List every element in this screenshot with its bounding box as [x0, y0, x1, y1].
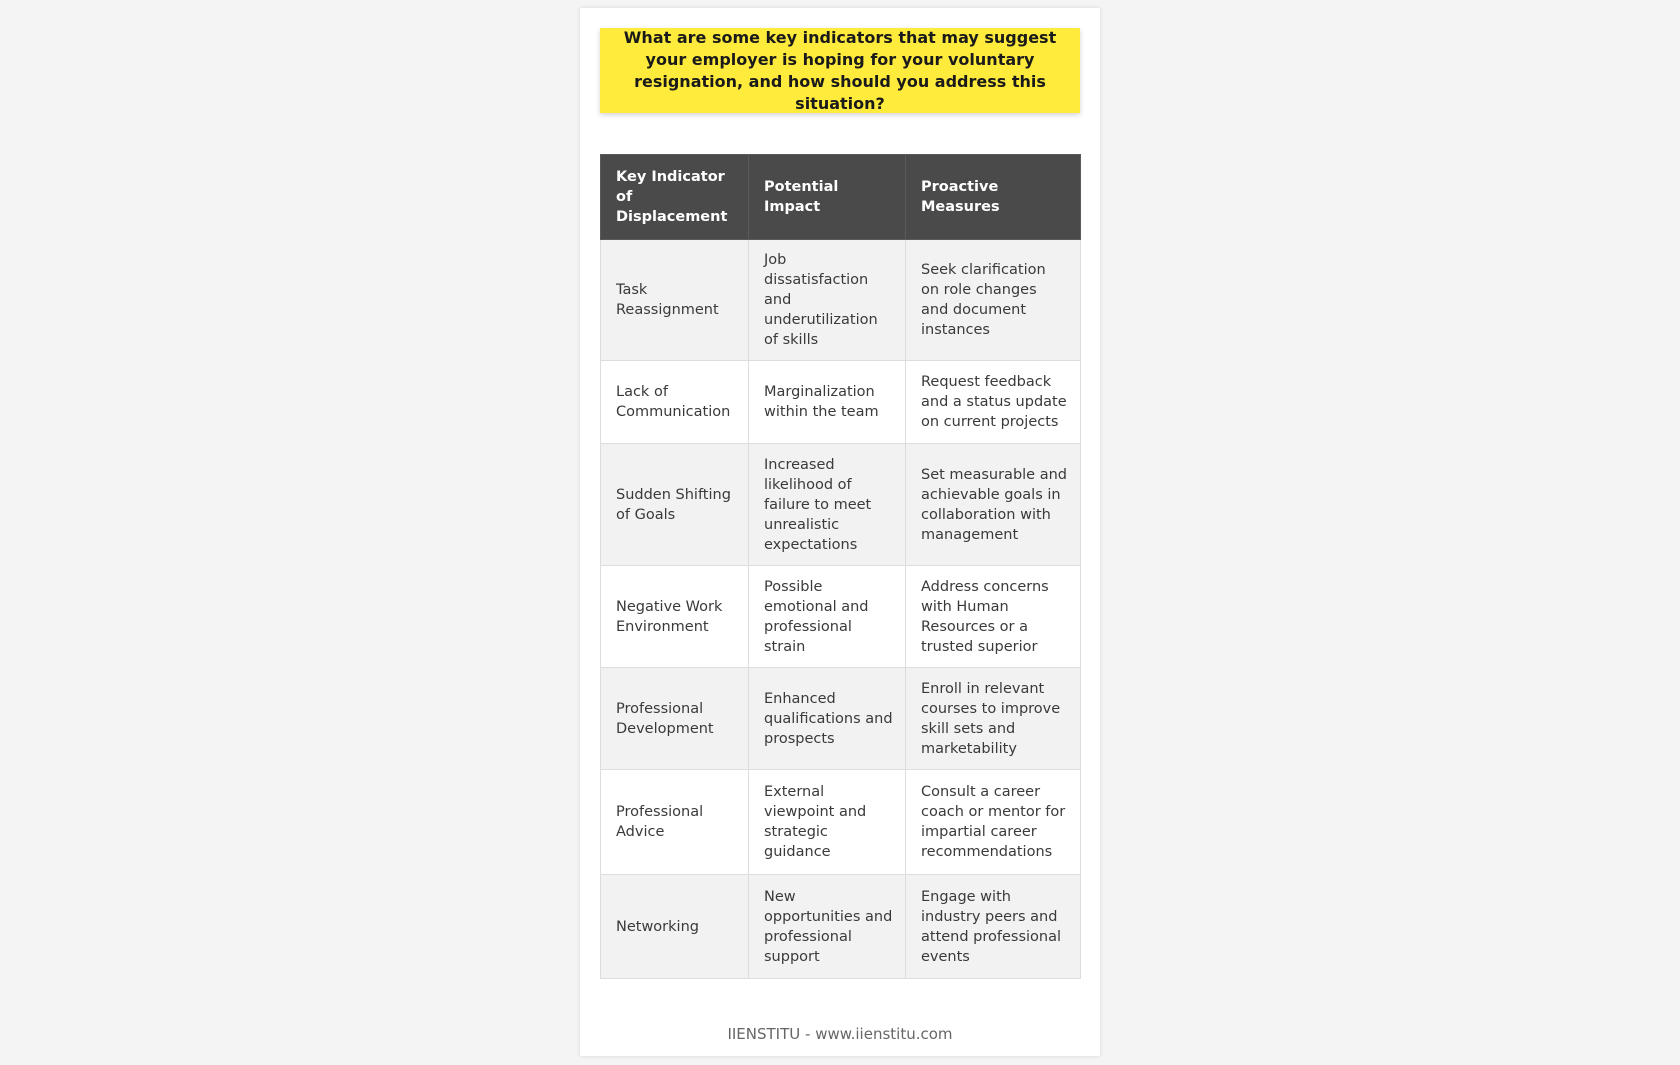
header-key-indicator: Key Indicator of Displacement — [601, 155, 749, 240]
table-row — [601, 875, 1081, 979]
impact-cell: Enhanced qualifications and prospects — [749, 668, 906, 770]
impact-cell: Increased likelihood of failure to meet unrealistic expectations — [749, 444, 906, 566]
footer-credit: IIENSTITU - www.iienstitu.com — [727, 1025, 953, 1043]
indicator-cell: Professional Advice — [601, 770, 749, 875]
question-text: What are some key indicators that may suggest your employer is hoping for your voluntary resignation, and how should you address this situation? — [623, 27, 1057, 113]
table-row — [601, 444, 1081, 566]
measure-cell: Address concerns with Human Resources or a trusted superior — [906, 566, 1081, 668]
indicator-cell: Professional Development — [601, 668, 749, 770]
content-card — [580, 8, 1100, 1056]
header-proactive-measures: Proactive Measures — [906, 155, 1081, 240]
table-row — [601, 566, 1081, 668]
measure-cell: Seek clarification on role changes and document instances — [906, 240, 1081, 361]
measure-cell: Enroll in relevant courses to improve skill sets and marketability — [906, 668, 1081, 770]
measure-cell: Consult a career coach or mentor for impartial career recommendations — [906, 770, 1081, 875]
table-row — [601, 668, 1081, 770]
table-header-row — [601, 155, 1081, 240]
indicator-cell: Task Reassignment — [601, 240, 749, 361]
question-box — [600, 28, 1080, 113]
indicators-table — [600, 154, 1081, 979]
impact-cell: Job dissatisfaction and underutilization of skills — [749, 240, 906, 361]
impact-cell: Possible emotional and professional strain — [749, 566, 906, 668]
impact-cell: New opportunities and professional support — [749, 875, 906, 979]
header-potential-impact: Potential Impact — [749, 155, 906, 240]
indicator-cell: Lack of Communication — [601, 361, 749, 444]
indicator-cell: Networking — [601, 875, 749, 979]
measure-cell: Set measurable and achievable goals in collaboration with management — [906, 444, 1081, 566]
measure-cell: Engage with industry peers and attend professional events — [906, 875, 1081, 979]
indicator-cell: Negative Work Environment — [601, 566, 749, 668]
measure-cell: Request feedback and a status update on current projects — [906, 361, 1081, 444]
table-row — [601, 240, 1081, 361]
impact-cell: Marginalization within the team — [749, 361, 906, 444]
table-row — [601, 361, 1081, 444]
impact-cell: External viewpoint and strategic guidance — [749, 770, 906, 875]
indicator-cell: Sudden Shifting of Goals — [601, 444, 749, 566]
table-row — [601, 770, 1081, 875]
